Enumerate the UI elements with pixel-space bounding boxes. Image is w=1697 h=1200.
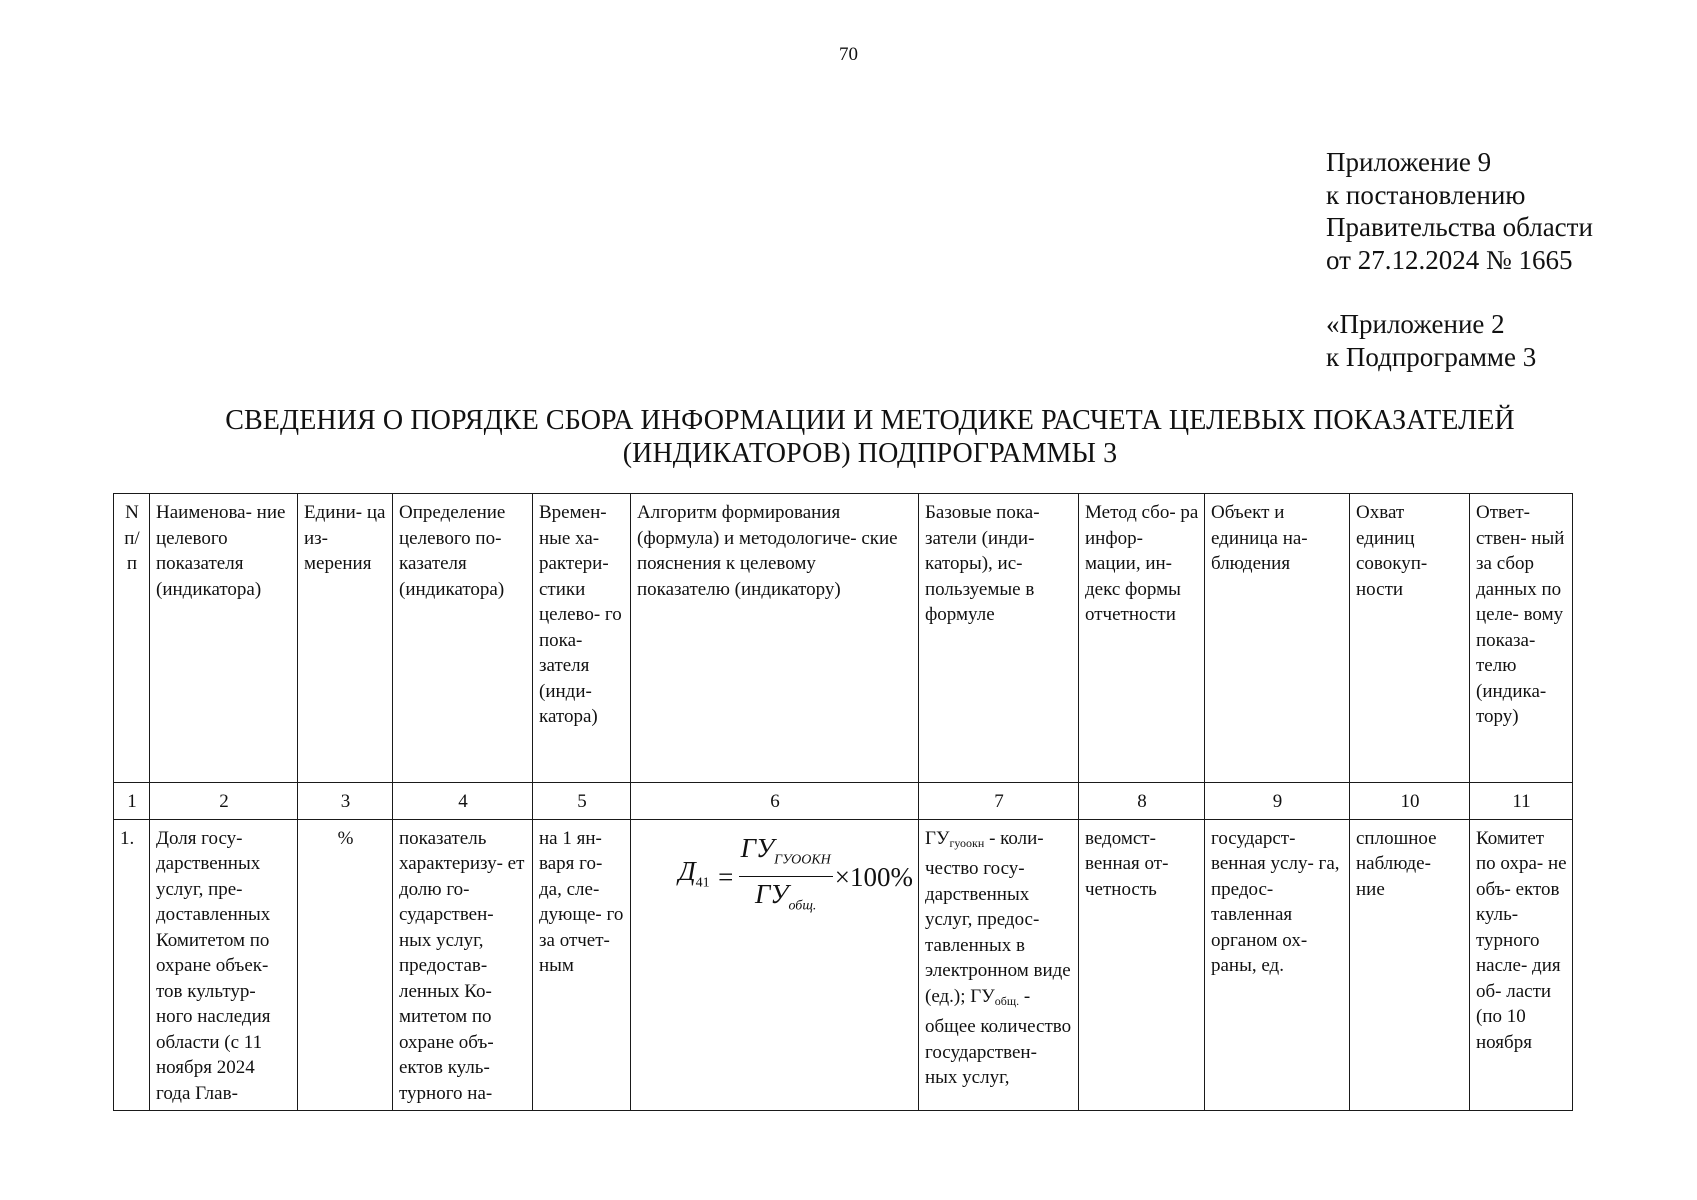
row-number: 1. <box>114 819 150 1111</box>
column-number: 6 <box>631 783 919 820</box>
column-number: 11 <box>1470 783 1573 820</box>
observation-object-cell: государст- венная услу- га, предос- тавленная органом ох- раны, ед. <box>1205 819 1350 1111</box>
time-characteristics-cell: на 1 ян- варя го- да, сле- дующе- го за отчет- ным <box>533 819 631 1111</box>
table-row <box>114 819 1573 1111</box>
column-number: 10 <box>1350 783 1470 820</box>
column-number: 5 <box>533 783 631 820</box>
responsible-cell: Комитет по охра- не объ- ектов куль- турного насле- дия об- ласти (по 10 ноября <box>1470 819 1573 1111</box>
header-cell: Базовые пока- затели (инди- каторы), ис- пользуемые в формуле <box>919 494 1079 783</box>
title-line: СВЕДЕНИЯ О ПОРЯДКЕ СБОРА ИНФОРМАЦИИ И МЕТОДИКЕ РАСЧЕТА ЦЕЛЕВЫХ ПОКАЗАТЕЛЕЙ <box>225 405 1515 436</box>
formula-fraction <box>739 832 833 924</box>
document-title <box>150 404 1590 470</box>
header-cell: Определение целевого по- казателя (индикатора) <box>393 494 533 783</box>
definition-cell: показатель характеризу- ет долю го- сударствен- ных услуг, предостав- ленных Ко- митетом по охране объ- ектов куль- турного на- <box>393 819 533 1111</box>
header-cell: Охват единиц совокуп- ности <box>1350 494 1470 783</box>
header-cell: Времен- ные ха- рактери- стики целево- го пока- зателя (инди- катора) <box>533 494 631 783</box>
appendix2-block <box>1326 308 1536 373</box>
coverage-cell: сплошное наблюде- ние <box>1350 819 1470 1111</box>
header-cell: Метод сбо- ра инфор- мации, ин- декс формы отчетности <box>1079 494 1205 783</box>
table-header-row <box>114 494 1573 783</box>
collection-method-cell: ведомст- венная от- четность <box>1079 819 1205 1111</box>
formula <box>637 826 913 924</box>
base-indicators-cell: ГУгуоокн - коли- чество госу- дарственных услуг, предос- тавленных в электронном виде (ед.); ГУобщ. - общее количество государствен- ных услуг, <box>919 819 1079 1111</box>
unit-cell: % <box>298 819 393 1111</box>
column-number: 9 <box>1205 783 1350 820</box>
page-number: 70 <box>839 44 858 65</box>
column-number: 1 <box>114 783 150 820</box>
header-cell: Объект и единица на- блюдения <box>1205 494 1350 783</box>
header-cell: Наименова- ние целевого показателя (индикатора) <box>150 494 298 783</box>
indicator-name-cell: Доля госу- дарственных услуг, пре- доставленных Комитетом по охране объек- тов культур- ного наследия области (с 11 ноября 2024 года Глав- <box>150 819 298 1111</box>
formula-equals: = <box>709 861 735 892</box>
header-cell: Ответ- ствен- ный за сбор данных по целе- вому показа- телю (индика- тору) <box>1470 494 1573 783</box>
column-number-row <box>114 783 1573 820</box>
column-number: 7 <box>919 783 1079 820</box>
formula-multiplier: ×100% <box>834 861 913 892</box>
appendix2-line: «Приложение 2 <box>1326 309 1505 339</box>
formula-lhs: $Д_{41}$ <box>678 855 710 891</box>
formula-cell <box>631 819 919 1111</box>
indicators-table <box>113 493 1573 1111</box>
appendix-line: Правительства области <box>1326 212 1593 242</box>
appendix-line: Приложение 9 <box>1326 147 1492 177</box>
column-number: 8 <box>1079 783 1205 820</box>
appendix-line: к постановлению <box>1326 179 1526 210</box>
header-cell: Алгоритм формирования (формула) и методологиче- ские пояснения к целевому показателю (индикатору) <box>631 494 919 783</box>
header-cell: N п/ п <box>114 494 150 783</box>
appendix-line: от 27.12.2024 № 1665 <box>1326 244 1573 275</box>
column-number: 3 <box>298 783 393 820</box>
column-number: 4 <box>393 783 533 820</box>
column-number: 2 <box>150 783 298 820</box>
formula-denominator: $ГУ_{общ.}$ <box>754 878 817 914</box>
appendix2-line: к Подпрограмме 3 <box>1326 341 1537 372</box>
formula-numerator: $ГУ_{ГУООКН}$ <box>739 832 833 877</box>
title-line: (ИНДИКАТОРОВ) ПОДПРОГРАММЫ 3 <box>622 438 1118 469</box>
header-cell: Едини- ца из- мерения <box>298 494 393 783</box>
appendix-block <box>1326 146 1593 276</box>
